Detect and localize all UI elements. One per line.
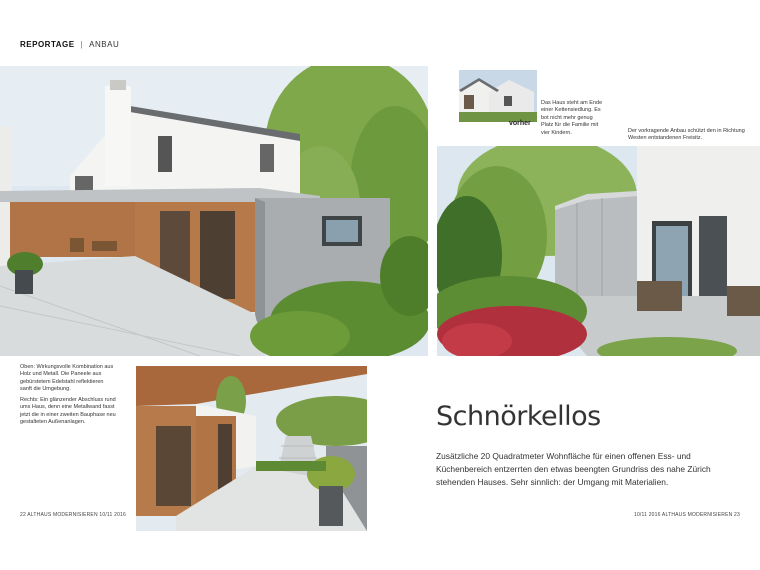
caption-top: Oben: Wirkungsvolle Kombination aus Holz und Metall. Die Paneele aus gebürstetem Edelstahl reflektieren sanft die Umgebung. bbox=[20, 364, 114, 393]
bottom-photo bbox=[136, 366, 367, 531]
vorher-caption: Das Haus steht am Ende einer Kettensiedlung. Es bot nicht mehr genug Platz für die Familie mit vier Kindern. bbox=[541, 100, 603, 136]
article-lead: Zusätzliche 20 Quadratmeter Wohnfläche für einen offenen Ess- und Küchenbereich entzerrten den etwas beengten Grundriss des nahe Zürich stehenden Hauses. Sehr sinnlich: der Umgang mit Materialien. bbox=[436, 451, 711, 487]
header-separator: | bbox=[80, 40, 84, 49]
folio-left: 22 ALTHAUS MODERNISIEREN 10/11 2016 bbox=[20, 512, 127, 518]
folio-right: 10/11 2016 ALTHAUS MODERNISIEREN 23 bbox=[633, 512, 740, 518]
section-label: REPORTAGE bbox=[20, 40, 75, 49]
vorher-label: vorher bbox=[509, 120, 531, 127]
right-photo-caption: Der vorkragende Anbau schützt den in Richtung Westen entstandenen Freisitz. bbox=[628, 128, 745, 142]
caption-bottom: Rechts: Ein glänzender Abschluss rund ums Haus, denn eine Metallwand fasst jetzt die in einer zweiten Bauphase neu gestalteten Außenanlagen. bbox=[20, 397, 116, 426]
main-photo bbox=[0, 66, 428, 356]
article-title: Schnörkellos bbox=[436, 401, 601, 432]
vorher-photo bbox=[459, 70, 537, 122]
right-photo bbox=[437, 146, 760, 356]
topic-label: ANBAU bbox=[89, 40, 120, 49]
page-header bbox=[20, 40, 119, 49]
